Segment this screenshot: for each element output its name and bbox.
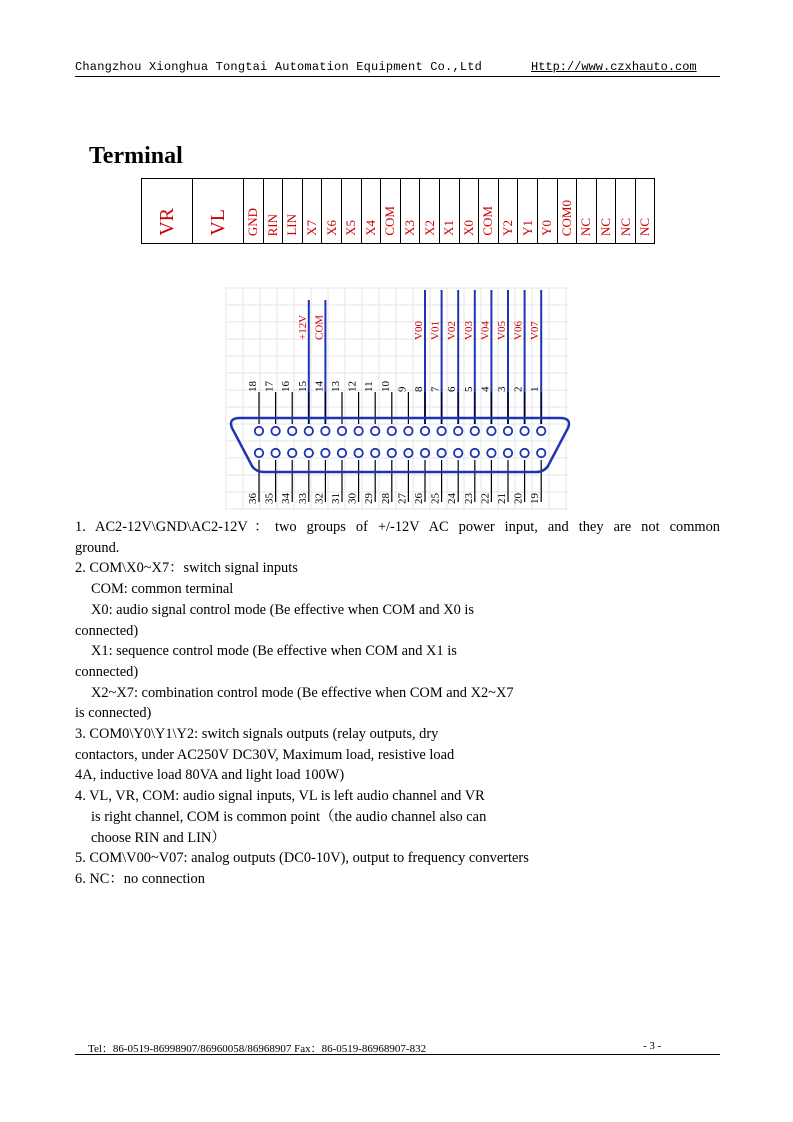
- pin-hole-bottom: [520, 449, 528, 457]
- note-2-x1: X1: sequence control mode (Be effective when COM and X1 is: [91, 643, 457, 660]
- terminal-label: COM: [480, 206, 496, 236]
- note-2-x0-cont: connected): [75, 622, 139, 639]
- pin-number-top: 11: [363, 381, 376, 392]
- pin-number-bottom: 20: [512, 493, 525, 504]
- terminal-label: COM0: [558, 199, 574, 236]
- terminal-label: X7: [304, 220, 320, 236]
- note-2-x1-cont: connected): [75, 663, 139, 680]
- terminal-label: NC: [617, 217, 633, 236]
- pin-hole-top: [421, 427, 429, 435]
- header-url-link[interactable]: Http://www.czxhauto.com: [531, 60, 697, 74]
- note-5-line-1: 5. COM\V00~V07: analog outputs (DC0-10V), output to frequency converters: [75, 850, 529, 867]
- pin-hole-bottom: [288, 449, 296, 457]
- signal-label: V06: [512, 321, 525, 340]
- pin-hole-top: [504, 427, 512, 435]
- pin-hole-top: [537, 427, 545, 435]
- terminal-label: Y2: [500, 220, 516, 236]
- terminal-label: Y0: [539, 220, 555, 236]
- terminal-label: GND: [245, 207, 261, 236]
- terminal-label: X5: [343, 220, 359, 236]
- pin-number-top: 4: [479, 386, 492, 392]
- pin-number-bottom: 29: [363, 493, 376, 504]
- pin-number-top: 16: [280, 381, 293, 392]
- pin-hole-top: [487, 427, 495, 435]
- signal-label: V07: [529, 321, 542, 340]
- pin-number-bottom: 32: [313, 493, 326, 504]
- terminal-label: X1: [441, 220, 457, 236]
- pin-number-bottom: 28: [379, 493, 392, 504]
- terminal-label: X4: [362, 220, 378, 236]
- terminal-label: VR: [156, 208, 178, 236]
- terminal-label: X6: [323, 220, 339, 236]
- pin-number-bottom: 22: [479, 493, 492, 504]
- pin-hole-bottom: [504, 449, 512, 457]
- pin-hole-top: [520, 427, 528, 435]
- pin-number-top: 3: [496, 386, 508, 392]
- terminal-label: LIN: [284, 214, 300, 236]
- signal-label: V02: [446, 321, 459, 340]
- pin-hole-bottom: [487, 449, 495, 457]
- pin-hole-bottom: [371, 449, 379, 457]
- pin-hole-bottom: [388, 449, 396, 457]
- note-4-line-2: is right channel, COM is common point（the audio channel also can: [91, 808, 487, 825]
- pin-hole-top: [288, 427, 296, 435]
- terminal-label: NC: [597, 217, 613, 236]
- pin-number-bottom: 24: [446, 493, 459, 504]
- pin-hole-top: [338, 427, 346, 435]
- note-2-line-1: 2. COM\X0~X7：switch signal inputs: [75, 560, 298, 577]
- signal-label: V00: [413, 321, 425, 340]
- pin-number-top: 10: [379, 381, 392, 392]
- pin-hole-top: [471, 427, 479, 435]
- pin-number-top: 6: [446, 386, 459, 392]
- pin-hole-bottom: [537, 449, 545, 457]
- signal-label: V03: [462, 321, 475, 340]
- note-2-x0: X0: audio signal control mode (Be effective when COM and X0 is: [91, 601, 475, 618]
- pin-number-top: 1: [529, 386, 542, 392]
- terminal-label: X3: [402, 220, 418, 236]
- note-1-line-1: 1. AC2-12V\GND\AC2-12V：two groups of +/-12V AC power input, and they are not common: [75, 519, 720, 535]
- footer-divider: [75, 1054, 720, 1055]
- connector-shell: [231, 418, 569, 472]
- pin-hole-top: [437, 427, 445, 435]
- footer-page-number: - 3 -: [643, 1040, 662, 1052]
- pin-hole-bottom: [338, 449, 346, 457]
- signal-label: COM: [313, 314, 326, 340]
- pin-number-bottom: 31: [330, 493, 342, 504]
- pin-number-top: 9: [396, 386, 409, 392]
- note-1-line-2: ground.: [75, 539, 120, 556]
- pin-hole-top: [305, 427, 313, 435]
- pin-number-top: 17: [263, 381, 276, 392]
- pin-hole-top: [371, 427, 379, 435]
- pin-number-top: 2: [512, 386, 525, 392]
- pin-hole-top: [388, 427, 396, 435]
- pin-hole-bottom: [354, 449, 362, 457]
- pin-hole-top: [321, 427, 329, 435]
- note-4-line-1: 4. VL, VR, COM: audio signal inputs, VL is left audio channel and VR: [75, 788, 485, 805]
- pin-number-bottom: 34: [280, 493, 293, 504]
- note-6-line-1: 6. NC：no connection: [75, 870, 205, 887]
- connector-holes: [255, 427, 546, 457]
- pin-number-bottom: 21: [496, 493, 508, 504]
- pin-number-bottom: 19: [529, 493, 542, 504]
- pin-number-top: 5: [462, 386, 475, 392]
- terminal-label: COM: [382, 206, 398, 236]
- pin-hole-bottom: [255, 449, 263, 457]
- note-2-com: COM: common terminal: [91, 581, 234, 598]
- pin-number-top: 8: [413, 386, 425, 392]
- pin-number-top: 13: [330, 381, 342, 392]
- signal-labels: [297, 315, 541, 340]
- pin-number-bottom: 36: [247, 493, 259, 504]
- pin-hole-bottom: [404, 449, 412, 457]
- pin-hole-bottom: [305, 449, 313, 457]
- pin-hole-bottom: [421, 449, 429, 457]
- pin-hole-bottom: [437, 449, 445, 457]
- pin-number-top: 15: [296, 381, 309, 392]
- pin-number-bottom: 27: [396, 493, 409, 504]
- pin-hole-bottom: [321, 449, 329, 457]
- note-3-line-3: 4A, inductive load 80VA and light load 100W): [75, 767, 345, 784]
- pin-number-top: 7: [429, 386, 442, 392]
- pin-number-top: 12: [346, 381, 359, 392]
- terminal-label: X0: [460, 220, 476, 236]
- pin-hole-top: [354, 427, 362, 435]
- signal-label: V05: [496, 321, 508, 340]
- note-3-line-1: 3. COM0\Y0\Y1\Y2: switch signals outputs (relay outputs, dry: [75, 726, 439, 743]
- header-company: Changzhou Xionghua Tongtai Automation Equipment Co.,Ltd: [75, 60, 483, 74]
- pin-number-top: 14: [313, 381, 326, 392]
- note-4-line-3: choose RIN and LIN）: [91, 829, 226, 846]
- pin-hole-bottom: [271, 449, 279, 457]
- notes-list: [75, 517, 720, 890]
- terminal-label: NC: [578, 217, 594, 236]
- pin-number-top: 18: [247, 381, 259, 392]
- pin-hole-top: [271, 427, 279, 435]
- pin-hole-top: [255, 427, 263, 435]
- pin-number-bottom: 23: [462, 493, 475, 504]
- terminal-label: X2: [421, 220, 437, 236]
- footer-contact: Tel：86-0519-86998907/86960058/86968907 Fax：86-0519-86968907-832: [88, 1043, 427, 1055]
- pin-number-bottom: 25: [429, 493, 442, 504]
- terminal-label: VL: [207, 209, 229, 236]
- terminal-label: NC: [637, 217, 653, 236]
- connector-diagram: [0, 0, 793, 520]
- note-3-line-2: contactors, under AC250V DC30V, Maximum load, resistive load: [75, 746, 455, 763]
- section-title: Terminal: [89, 143, 183, 169]
- pin-number-bottom: 33: [296, 493, 309, 504]
- signal-label: V04: [479, 321, 492, 340]
- pin-numbers: [247, 381, 541, 505]
- signal-label: +12V: [296, 314, 309, 340]
- note-2-x2-x7-cont: is connected): [75, 705, 152, 722]
- pin-hole-bottom: [471, 449, 479, 457]
- pin-hole-top: [454, 427, 462, 435]
- terminal-label: RIN: [264, 213, 280, 236]
- pin-hole-bottom: [454, 449, 462, 457]
- pin-hole-top: [404, 427, 412, 435]
- pin-number-bottom: 35: [263, 493, 276, 504]
- pin-number-bottom: 26: [413, 493, 425, 504]
- terminal-label: Y1: [519, 220, 535, 236]
- note-2-x2-x7: X2~X7: combination control mode (Be effective when COM and X2~X7: [91, 684, 514, 701]
- pin-number-bottom: 30: [346, 493, 359, 504]
- signal-label: V01: [429, 321, 442, 340]
